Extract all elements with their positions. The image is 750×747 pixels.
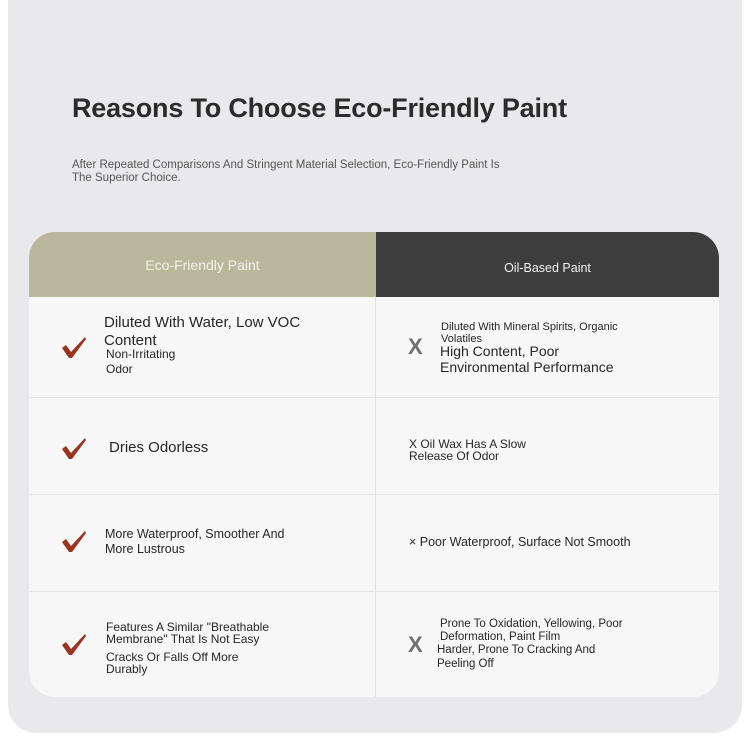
oil-row-4-line-1: Prone To Oxidation, Yellowing, Poor bbox=[440, 618, 623, 630]
x-icon: X bbox=[408, 632, 423, 657]
oil-row-1-line-2: High Content, Poor Environmental Performance bbox=[440, 343, 614, 375]
row-divider bbox=[29, 494, 719, 495]
eco-row-1-line-3: Odor bbox=[106, 362, 133, 376]
eco-row-1-line-2: Non-Irritating bbox=[106, 347, 176, 361]
eco-row-3-line-2: More Lustrous bbox=[105, 542, 185, 556]
check-icon bbox=[61, 530, 87, 554]
oil-row-4-line-3: Harder, Prone To Cracking And bbox=[437, 644, 596, 656]
check-icon bbox=[61, 336, 87, 360]
eco-row-4-line-2: Membrane" That Is Not Easy bbox=[106, 632, 260, 646]
eco-row-2-line-1: Dries Odorless bbox=[109, 439, 209, 456]
eco-friendly-header: Eco-Friendly Paint bbox=[29, 232, 376, 297]
oil-row-4-line-2: Deformation, Paint Film bbox=[440, 631, 561, 643]
x-icon: X bbox=[408, 334, 423, 359]
oil-based-header: Oil-Based Paint bbox=[376, 232, 719, 297]
oil-row-2-line-1: X Oil Wax Has A Slow bbox=[409, 437, 526, 451]
eco-row-1-line-1: Diluted With Water, Low VOC Content bbox=[104, 314, 301, 349]
oil-row-2-line-2: Release Of Odor bbox=[409, 449, 500, 463]
oil-row-1-line-1: Diluted With Mineral Spirits, Organic Volatiles bbox=[441, 321, 618, 345]
row-divider bbox=[29, 397, 719, 398]
check-icon bbox=[61, 633, 87, 657]
column-divider bbox=[375, 297, 376, 697]
page-title: Reasons To Choose Eco-Friendly Paint bbox=[72, 93, 567, 123]
eco-row-3-line-1: More Waterproof, Smoother And bbox=[105, 527, 285, 541]
eco-row-4-line-4: Durably bbox=[106, 662, 148, 676]
row-divider bbox=[29, 591, 719, 592]
oil-row-4-line-4: Peeling Off bbox=[437, 658, 494, 670]
check-icon bbox=[61, 437, 87, 461]
eco-row-4-line-3: Cracks Or Falls Off More bbox=[106, 650, 239, 664]
page-subtitle: After Repeated Comparisons And Stringent Material Selection, Eco-Friendly Paint Is The Superior Choice. bbox=[72, 159, 500, 184]
eco-row-4-line-1: Features A Similar "Breathable bbox=[106, 620, 270, 634]
comparison-table bbox=[29, 232, 719, 697]
oil-row-3-line-1: × Poor Waterproof, Surface Not Smooth bbox=[409, 535, 631, 549]
